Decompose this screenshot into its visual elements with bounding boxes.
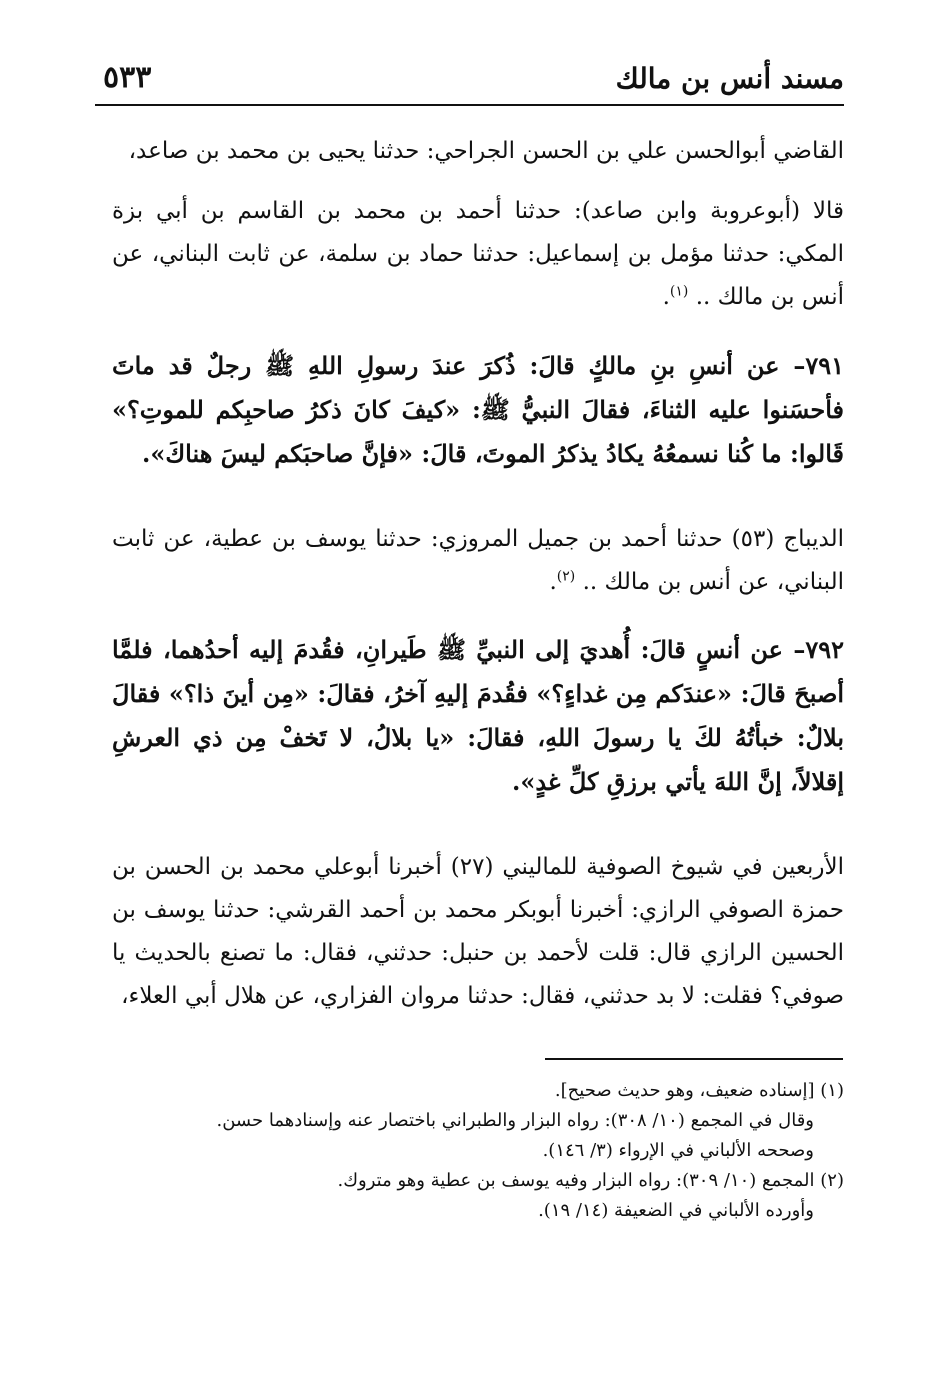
paragraph-3-text: الديباج (٥٣) حدثنا أحمد بن جميل المروزي: حدثنا يوسف بن عطية، عن ثابت البناني، عن أنس بن مالك .. [112, 526, 844, 595]
page-number: ٥٣٣ [103, 60, 152, 95]
header-divider [95, 104, 844, 106]
paragraph-4-text: الأربعين في شيوخ الصوفية للماليني (٢٧) أخبرنا أبوعلي محمد بن الحسن بن حمزة الصوفي الرازي: أخبرنا أبوبكر محمد بن أحمد القرشي: حدثنا يوسف بن الحسين الرازي قال: قلت لأحمد بن حنبل: حدثني، فقال: ما تصنع بالحديث يا صوفي؟ فقلت: لا بد حدثني، فقال: حدثنا مروان الفزاري، عن هلال أبي العلاء، [112, 854, 845, 1009]
hadith-792 [112, 628, 844, 804]
paragraph-4 [112, 846, 844, 1018]
hadith-791 [112, 344, 844, 476]
hadith-791-text: ٧٩١– عن أنسِ بنِ مالكٍ قالَ: ذُكرَ عندَ رسولِ اللهِ ﷺ رجلٌ قد ماتَ فأحسَنوا عليه الثناءَ، فقالَ النبيُّ ﷺ: «كيفَ كانَ ذكرُ صاحبِكم للموتِ؟» قَالوا: ما كُنا نسمعُهُ يكادُ يذكرُ الموتَ، قالَ: «فإنَّ صاحبَكم ليسَ هناكَ». [112, 351, 844, 468]
page-header [95, 58, 844, 110]
paragraph-3 [112, 518, 844, 604]
footnotes [112, 1076, 844, 1226]
paragraph-2 [112, 190, 844, 319]
footnote-2: (٢) المجمع (١٠/ ٣٠٩): رواه البزار وفيه يوسف بن عطية وهو متروك. [337, 1170, 844, 1191]
paragraph-1-text: القاضي أبوالحسن علي بن الحسن الجراحي: حدثنا يحيى بن محمد بن صاعد، [128, 138, 844, 164]
hadith-792-text: ٧٩٢– عن أنسٍ قالَ: أُهديَ إلى النبيِّ ﷺ طَيرانِ، فقُدمَ إليه أحدُهما، فلمَّا أصبحَ قالَ: «عندَكم مِن غداءٍ؟» فقُدمَ إليهِ آخرُ، فقالَ: «مِن أينَ ذا؟» فقالَ بلالٌ: خبأتُهُ لكَ يا رسولَ اللهِ، فقالَ: «يا بلالُ، لا تَخفْ مِن ذي العرشِ إقلالاً، إنَّ اللهَ يأتي برزقِ كلِّ غدٍ». [112, 635, 844, 796]
running-title: مسند أنس بن مالك [615, 62, 844, 95]
footnote-1-line-3: وصححه الألباني في الإرواء (٣/ ١٤٦). [542, 1140, 814, 1161]
paragraph-3-end: . [549, 569, 557, 595]
paragraph-2-end: . [662, 284, 670, 310]
paragraph-1 [112, 130, 844, 173]
footnote-1: (١) [إسناده ضعيف، وهو حديث صحيح]. [554, 1080, 844, 1101]
footnote-2-line-2: وأورده الألباني في الضعيفة (١٤/ ١٩). [538, 1200, 814, 1221]
footnote-1-line-2: وقال في المجمع (١٠/ ٣٠٨): رواه البزار والطبراني باختصار عنه وإسنادهما حسن. [216, 1110, 814, 1131]
footnote-ref-1: (١) [669, 283, 689, 300]
footnote-ref-2: (٢) [556, 568, 576, 585]
paragraph-2-text: قالا (أبوعروبة وابن صاعد): حدثنا أحمد بن محمد بن القاسم بن أبي بزة المكي: حدثنا مؤمل بن إسماعيل: حدثنا حماد بن سلمة، عن ثابت البناني، عن أنس بن مالك .. [112, 198, 844, 310]
footnote-divider [545, 1058, 843, 1060]
